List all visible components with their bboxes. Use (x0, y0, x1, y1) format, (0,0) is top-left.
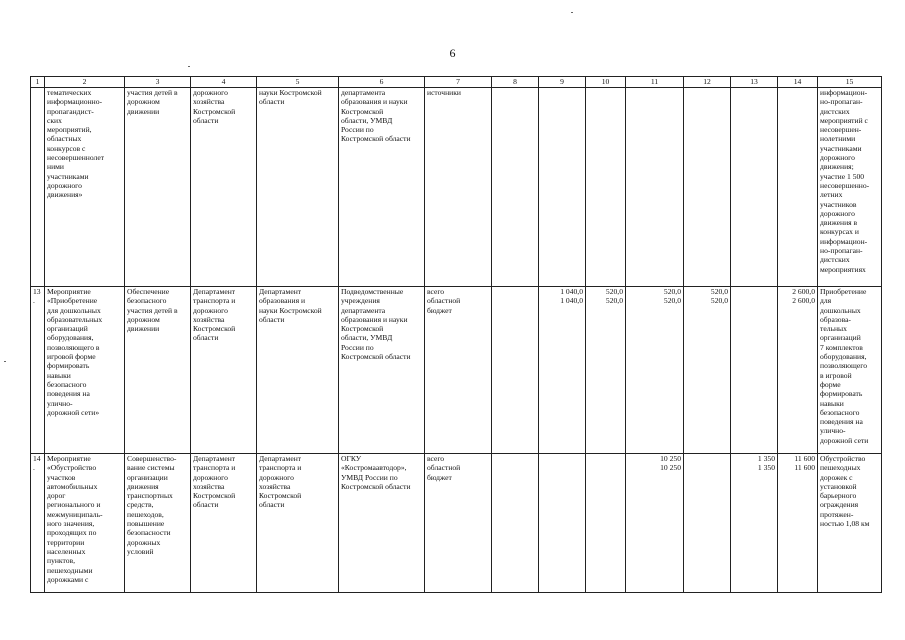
header-row (31, 77, 882, 88)
measure-name: тематических информационно- пропагандист- ских мероприятий, областных конкурсов с несовершеннолет ними участниками дорожного движения» (45, 88, 125, 287)
amount-col8 (492, 454, 539, 593)
amount-col12 (684, 454, 731, 593)
header-cell: 13 (731, 77, 778, 88)
amount-col13 (731, 287, 778, 454)
header-cell: 5 (257, 77, 339, 88)
amount-col8 (492, 88, 539, 287)
scan-speck (188, 66, 190, 67)
header-cell: 15 (818, 77, 882, 88)
header-cell: 2 (45, 77, 125, 88)
responsible-executor: Департамент транспорта и дорожного хозяйства Костромской области (191, 287, 257, 454)
header-cell: 1 (31, 77, 45, 88)
funding-source: всего областной бюджет (425, 287, 492, 454)
funding-source: источники (425, 88, 492, 287)
amount-col9 (539, 454, 586, 593)
header-cell: 8 (492, 77, 539, 88)
responsible-executor: Департамент транспорта и дорожного хозяйства Костромской области (191, 454, 257, 593)
header-cell: 10 (586, 77, 626, 88)
measure-goal: Совершенство- вание системы организации движения транспортных средств, пешеходов, повышение безопасности дорожных условий (125, 454, 191, 593)
amount-col13 (731, 88, 778, 287)
amount-col12: 520,0 520,0 (684, 287, 731, 454)
amount-total: 2 600,0 2 600,0 (778, 287, 818, 454)
co-executor: Департамент образования и науки Костромской области (257, 287, 339, 454)
amount-total (778, 88, 818, 287)
amount-col9 (539, 88, 586, 287)
amount-col12 (684, 88, 731, 287)
amount-total: 11 600 11 600 (778, 454, 818, 593)
co-executor: Департамент транспорта и дорожного хозяйства Костромской области (257, 454, 339, 593)
amount-col11: 10 250 10 250 (626, 454, 684, 593)
scan-speck (4, 361, 6, 362)
header-cell: 4 (191, 77, 257, 88)
measure-goal: участия детей в дорожном движении (125, 88, 191, 287)
amount-col9: 1 040,0 1 040,0 (539, 287, 586, 454)
page-number: 6 (449, 46, 456, 60)
table-row (31, 454, 882, 593)
table-row (31, 287, 882, 454)
amount-col8 (492, 287, 539, 454)
amount-col13: 1 350 1 350 (731, 454, 778, 593)
header-cell: 14 (778, 77, 818, 88)
header-cell: 9 (539, 77, 586, 88)
amount-col11 (626, 88, 684, 287)
header-cell: 12 (684, 77, 731, 88)
row-number (31, 88, 45, 287)
table-row (31, 88, 882, 287)
expected-result: Приобретение для дошкольных образова- тельных организаций 7 комплектов оборудования, позволяющего в игровой форме формировать навыки безопасного поведения на улично- дорожной сети (818, 287, 882, 454)
measure-name: Мероприятие «Обустройство участков автомобильных дорог регионального и межмуниципаль- ного значения, проходящих по территории населенных пунктов, пешеходными дорожками с (45, 454, 125, 593)
measure-goal: Обеспечение безопасного участия детей в дорожном движении (125, 287, 191, 454)
header-cell: 3 (125, 77, 191, 88)
responsible-executor: дорожного хозяйства Костромской области (191, 88, 257, 287)
measure-name: Мероприятие «Приобретение для дошкольных образовательных организаций оборудования, позволяющего в игровой форме формировать навыки безопасного поведения на улично- дорожной сети» (45, 287, 125, 454)
scan-speck (571, 12, 573, 13)
amount-col10 (586, 454, 626, 593)
header-cell: 6 (339, 77, 425, 88)
funding-source: всего областной бюджет (425, 454, 492, 593)
participants: Подведомственные учреждения департамента образования и науки Костромской области, УМВД России по Костромской области (339, 287, 425, 454)
header-cell: 7 (425, 77, 492, 88)
amount-col10 (586, 88, 626, 287)
co-executor: науки Костромской области (257, 88, 339, 287)
row-number: 14. (31, 454, 45, 593)
header-cell: 11 (626, 77, 684, 88)
participants: департамента образования и науки Костромской области, УМВД России по Костромской области (339, 88, 425, 287)
program-table (30, 76, 882, 593)
participants: ОГКУ «Костромаавтодор», УМВД России по Костромской области (339, 454, 425, 593)
amount-col11: 520,0 520,0 (626, 287, 684, 454)
expected-result: информацион- но-пропаган- дистских мероприятий с несовершен- нолетними участниками дорожного движения; участие 1 500 несовершенно- летних участников дорожного движения в конкурсах и информацион- но-пропаган- дистских мероприятиях (818, 88, 882, 287)
amount-col10: 520,0 520,0 (586, 287, 626, 454)
row-number: 13. (31, 287, 45, 454)
expected-result: Обустройство пешеходных дорожек с установкой барьерного ограждения протяжен- ностью 1,08 км (818, 454, 882, 593)
